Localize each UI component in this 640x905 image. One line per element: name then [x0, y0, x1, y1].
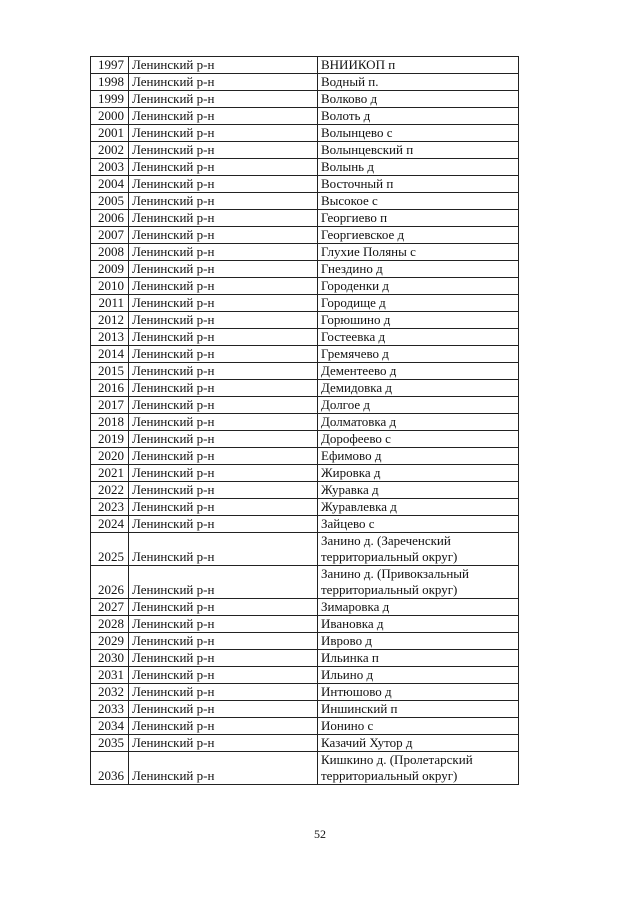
table-row — [91, 465, 519, 482]
row-number: 2013 — [91, 329, 129, 346]
locality-cell: Георгиевское д — [318, 227, 519, 244]
locality-cell: Зайцево с — [318, 516, 519, 533]
locality-cell: Гостеевка д — [318, 329, 519, 346]
locality-cell: Иншинский п — [318, 701, 519, 718]
locality-cell: Георгиево п — [318, 210, 519, 227]
district-cell: Ленинский р-н — [129, 380, 318, 397]
district-cell: Ленинский р-н — [129, 57, 318, 74]
district-cell: Ленинский р-н — [129, 633, 318, 650]
table-row — [91, 482, 519, 499]
locality-cell: Дементеево д — [318, 363, 519, 380]
row-number: 2026 — [91, 566, 129, 599]
table-row — [91, 346, 519, 363]
row-number: 2002 — [91, 142, 129, 159]
table-row — [91, 599, 519, 616]
table-row — [91, 125, 519, 142]
row-number: 2019 — [91, 431, 129, 448]
page-number: 52 — [314, 827, 326, 841]
locality-cell: Занино д. (Зареченский территориальный округ) — [318, 533, 519, 566]
locality-cell: Ильино д — [318, 667, 519, 684]
district-cell: Ленинский р-н — [129, 735, 318, 752]
locality-cell: Ионино с — [318, 718, 519, 735]
row-number: 2014 — [91, 346, 129, 363]
district-cell: Ленинский р-н — [129, 278, 318, 295]
row-number: 2030 — [91, 650, 129, 667]
locality-table — [90, 56, 519, 785]
district-cell: Ленинский р-н — [129, 142, 318, 159]
district-cell: Ленинский р-н — [129, 108, 318, 125]
row-number: 2006 — [91, 210, 129, 227]
locality-cell: Иврово д — [318, 633, 519, 650]
district-cell: Ленинский р-н — [129, 210, 318, 227]
row-number: 2018 — [91, 414, 129, 431]
locality-cell: Волково д — [318, 91, 519, 108]
locality-cell: Демидовка д — [318, 380, 519, 397]
table-row — [91, 312, 519, 329]
district-cell: Ленинский р-н — [129, 346, 318, 363]
locality-cell: Восточный п — [318, 176, 519, 193]
district-cell: Ленинский р-н — [129, 684, 318, 701]
table-row — [91, 295, 519, 312]
table-row — [91, 363, 519, 380]
table-row — [91, 516, 519, 533]
table-row — [91, 176, 519, 193]
table-row — [91, 684, 519, 701]
locality-cell: Гремячево д — [318, 346, 519, 363]
locality-cell: Высокое с — [318, 193, 519, 210]
row-number: 2011 — [91, 295, 129, 312]
row-number: 2027 — [91, 599, 129, 616]
row-number: 2034 — [91, 718, 129, 735]
table-row — [91, 108, 519, 125]
locality-cell: Ильинка п — [318, 650, 519, 667]
district-cell: Ленинский р-н — [129, 295, 318, 312]
table-row — [91, 159, 519, 176]
row-number: 2015 — [91, 363, 129, 380]
district-cell: Ленинский р-н — [129, 244, 318, 261]
locality-cell: Журавка д — [318, 482, 519, 499]
district-cell: Ленинский р-н — [129, 363, 318, 380]
locality-cell: Жировка д — [318, 465, 519, 482]
locality-cell: Зимаровка д — [318, 599, 519, 616]
district-cell: Ленинский р-н — [129, 91, 318, 108]
row-number: 2029 — [91, 633, 129, 650]
row-number: 2016 — [91, 380, 129, 397]
district-cell: Ленинский р-н — [129, 176, 318, 193]
locality-cell: Волынцево с — [318, 125, 519, 142]
row-number: 2028 — [91, 616, 129, 633]
table-row — [91, 752, 519, 785]
table-row — [91, 210, 519, 227]
table-row — [91, 74, 519, 91]
district-cell: Ленинский р-н — [129, 261, 318, 278]
table-row — [91, 397, 519, 414]
row-number: 2003 — [91, 159, 129, 176]
district-cell: Ленинский р-н — [129, 599, 318, 616]
district-cell: Ленинский р-н — [129, 465, 318, 482]
row-number: 2010 — [91, 278, 129, 295]
locality-cell: Журавлевка д — [318, 499, 519, 516]
row-number: 2035 — [91, 735, 129, 752]
locality-cell: Волынцевский п — [318, 142, 519, 159]
table-row — [91, 261, 519, 278]
locality-cell: Казачий Хутор д — [318, 735, 519, 752]
table-row — [91, 91, 519, 108]
table-row — [91, 448, 519, 465]
district-cell: Ленинский р-н — [129, 414, 318, 431]
table-row — [91, 329, 519, 346]
row-number: 2025 — [91, 533, 129, 566]
locality-cell: Городище д — [318, 295, 519, 312]
district-cell: Ленинский р-н — [129, 616, 318, 633]
district-cell: Ленинский р-н — [129, 329, 318, 346]
row-number: 2004 — [91, 176, 129, 193]
row-number: 2012 — [91, 312, 129, 329]
table-row — [91, 414, 519, 431]
table-row — [91, 278, 519, 295]
row-number: 2009 — [91, 261, 129, 278]
table-row — [91, 718, 519, 735]
district-cell: Ленинский р-н — [129, 312, 318, 329]
locality-cell: Ивановка д — [318, 616, 519, 633]
row-number: 2031 — [91, 667, 129, 684]
locality-cell: Волынь д — [318, 159, 519, 176]
locality-cell: Глухие Поляны с — [318, 244, 519, 261]
locality-cell: Ефимово д — [318, 448, 519, 465]
district-cell: Ленинский р-н — [129, 448, 318, 465]
district-cell: Ленинский р-н — [129, 516, 318, 533]
district-cell: Ленинский р-н — [129, 227, 318, 244]
district-cell: Ленинский р-н — [129, 718, 318, 735]
locality-cell: Кишкино д. (Пролетарский территориальный округ) — [318, 752, 519, 785]
district-cell: Ленинский р-н — [129, 650, 318, 667]
district-cell: Ленинский р-н — [129, 125, 318, 142]
district-cell: Ленинский р-н — [129, 74, 318, 91]
district-cell: Ленинский р-н — [129, 159, 318, 176]
locality-cell: Городенки д — [318, 278, 519, 295]
row-number: 2032 — [91, 684, 129, 701]
district-cell: Ленинский р-н — [129, 397, 318, 414]
locality-cell: Горюшино д — [318, 312, 519, 329]
locality-cell: Волоть д — [318, 108, 519, 125]
table-row — [91, 667, 519, 684]
row-number: 2008 — [91, 244, 129, 261]
table-row — [91, 701, 519, 718]
row-number: 1998 — [91, 74, 129, 91]
locality-table-container — [90, 56, 519, 785]
row-number: 2036 — [91, 752, 129, 785]
district-cell: Ленинский р-н — [129, 752, 318, 785]
locality-cell: Долматовка д — [318, 414, 519, 431]
table-row — [91, 735, 519, 752]
row-number: 2017 — [91, 397, 129, 414]
district-cell: Ленинский р-н — [129, 482, 318, 499]
table-row — [91, 566, 519, 599]
district-cell: Ленинский р-н — [129, 533, 318, 566]
row-number: 2023 — [91, 499, 129, 516]
locality-cell: Занино д. (Привокзальный территориальный округ) — [318, 566, 519, 599]
row-number: 1999 — [91, 91, 129, 108]
locality-cell: Долгое д — [318, 397, 519, 414]
table-row — [91, 533, 519, 566]
table-body — [91, 57, 519, 785]
locality-cell: Дорофеево с — [318, 431, 519, 448]
table-row — [91, 499, 519, 516]
table-row — [91, 57, 519, 74]
table-row — [91, 193, 519, 210]
row-number: 2022 — [91, 482, 129, 499]
table-row — [91, 142, 519, 159]
table-row — [91, 244, 519, 261]
locality-cell: ВНИИКОП п — [318, 57, 519, 74]
table-row — [91, 616, 519, 633]
table-row — [91, 650, 519, 667]
table-row — [91, 227, 519, 244]
row-number: 2024 — [91, 516, 129, 533]
row-number: 2005 — [91, 193, 129, 210]
row-number: 2020 — [91, 448, 129, 465]
row-number: 2007 — [91, 227, 129, 244]
locality-cell: Водный п. — [318, 74, 519, 91]
table-row — [91, 633, 519, 650]
district-cell: Ленинский р-н — [129, 431, 318, 448]
district-cell: Ленинский р-н — [129, 667, 318, 684]
table-row — [91, 380, 519, 397]
row-number: 2021 — [91, 465, 129, 482]
row-number: 2033 — [91, 701, 129, 718]
row-number: 1997 — [91, 57, 129, 74]
district-cell: Ленинский р-н — [129, 566, 318, 599]
row-number: 2000 — [91, 108, 129, 125]
row-number: 2001 — [91, 125, 129, 142]
locality-cell: Интюшово д — [318, 684, 519, 701]
table-row — [91, 431, 519, 448]
district-cell: Ленинский р-н — [129, 701, 318, 718]
locality-cell: Гнездино д — [318, 261, 519, 278]
district-cell: Ленинский р-н — [129, 193, 318, 210]
district-cell: Ленинский р-н — [129, 499, 318, 516]
